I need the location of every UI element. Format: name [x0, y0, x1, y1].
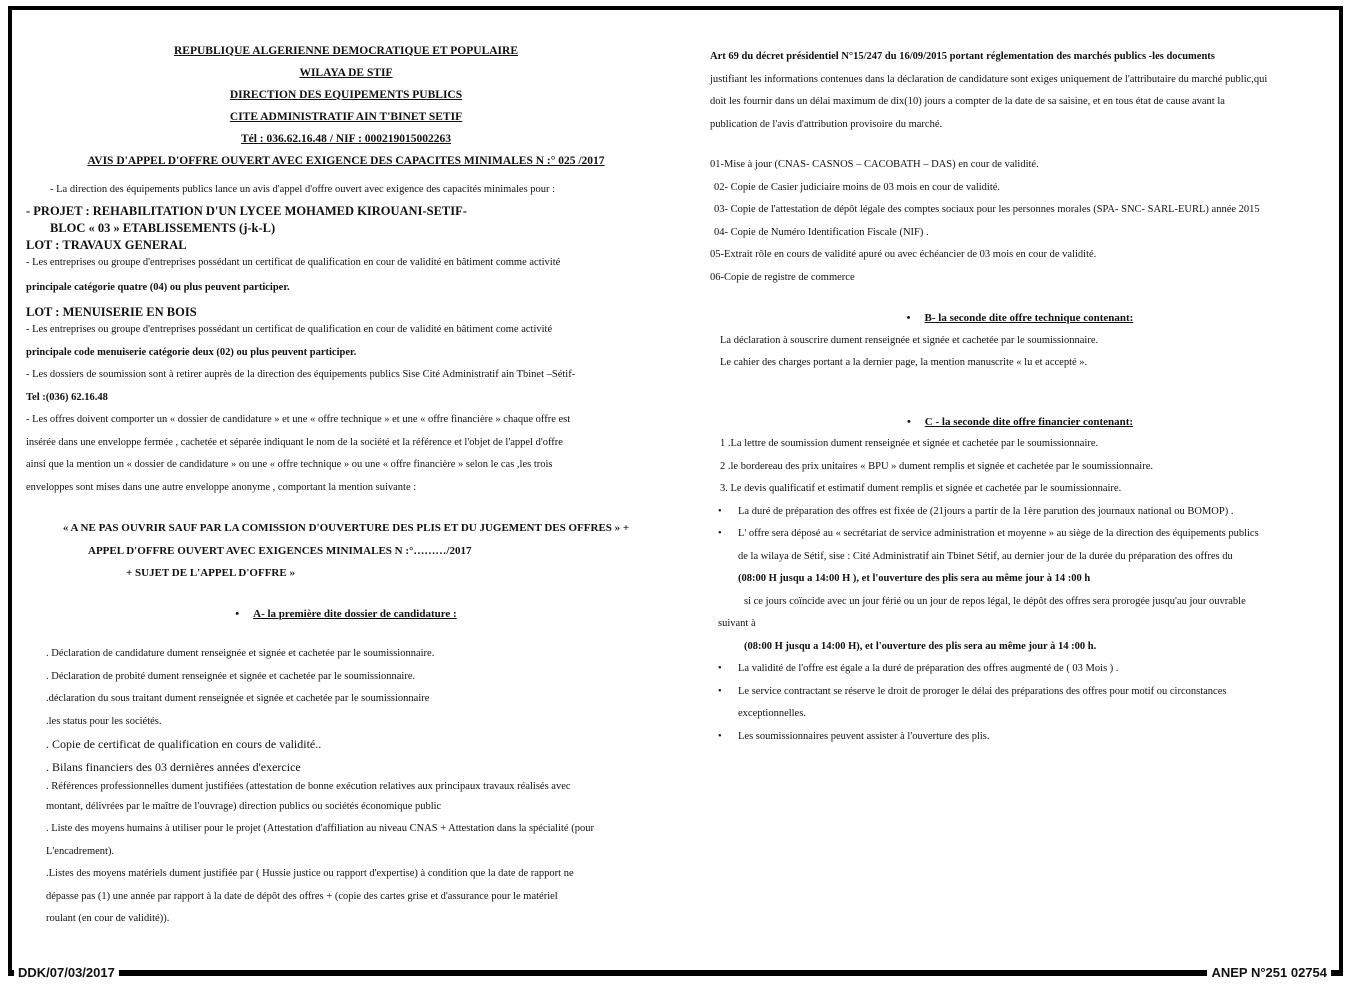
- lot1-title: LOT : TRAVAUX GENERAL: [26, 238, 187, 252]
- projet-line-2: BLOC « 03 » ETABLISSEMENTS (j-k-L): [50, 221, 276, 235]
- lot2-text-2: principale code menuiserie catégorie deux (02) ou plus peuvent participer.: [26, 346, 357, 358]
- e-item-2a: • L' offre sera déposé au « secrétariat de service administration et moyenne » au siège de la direction des équipements publics: [710, 523, 1330, 546]
- e-item-2b: de la wilaya de Sétif, sise : Cité Administratif ain Tbinet Sétif, au dernier jour de la durée du préparation des offres du: [738, 550, 1233, 562]
- art-text-1: [710, 46, 1330, 69]
- e-item-2c: (08:00 H jusqu a 14:00 H ), et l'ouverture des plis sera au même jour à 14 :00 h: [738, 573, 1091, 584]
- a-item-8b: L'encadrement).: [46, 845, 115, 857]
- a-item-9a: .Listes des moyens matériels dument justifiée par ( Hussie justice ou rapport d'expertise) à condition que la date de rapport ne: [46, 868, 574, 879]
- footer-rule: [8, 972, 1343, 976]
- footer-left-ref: DDK/07/03/2017: [14, 964, 119, 982]
- c-item-3: 3. Le devis qualificatif et estimatif dument remplis et signée et cachetée par le soumissionnaire.: [720, 483, 1122, 494]
- c-item-1: 1 .La lettre de soumission dument renseignée et signée et cachetée par le soumissionnaire.: [720, 438, 1099, 449]
- a-item-9b: dépasse pas (1) une année par rapport à la date de dépôt des offres + (copie des cartes grise et d'assurance pour le matériel: [46, 890, 558, 902]
- art-text-2: justifiant les informations contenues dans la déclaration de candidature sont exiges uniquement de l'attributaire du marché public,qui: [710, 73, 1268, 85]
- a-item-4: .les status pour les sociétés.: [46, 715, 162, 727]
- art-text-3: doit les fournir dans un délai maximum de dix(10) jours a compter de la date de sa saisine, et en tous état de cause avant la: [710, 96, 1225, 107]
- retrait-text-1: - Les dossiers de soumission sont à retirer auprès de la direction des équipements publics Sise Cité Administratif ain Tbinet –Sétif-: [26, 369, 576, 380]
- left-column: [26, 40, 666, 931]
- e-item-2e: suivant à: [718, 618, 756, 629]
- a-item-1: . Déclaration de candidature dument renseignée et signée et cachetée par le soumissionnaire.: [46, 648, 435, 659]
- a-item-8a: . Liste des moyens humains à utiliser pour le projet (Attestation d'affiliation au niveau CNAS + Attestation dans la spécialité (pour: [46, 823, 594, 834]
- e-item-4a: • Le service contractant se réserve le droit de proroger le délai des préparations des offres pour motif ou circonstances: [710, 681, 1330, 704]
- doc-item-6: 06-Copie de registre de commerce: [710, 271, 855, 283]
- doc-item-1: 01-Mise à jour (CNAS- CASNOS – CACOBATH – DAS) en cour de validité.: [710, 159, 1039, 170]
- e-item-1: • La duré de préparation des offres est fixée de (21jours a partir de la 1ère parution des journaux national ou BOMOP) .: [710, 501, 1330, 524]
- e-item-2f: (08:00 H jusqu a 14:00 H), et l'ouverture des plis sera au même jour à 14 :00 h.: [744, 640, 1097, 652]
- section-c-title: • C - la seconde dite offre financier contenant:: [710, 411, 1330, 434]
- c-item-2: 2 .le bordereau des prix unitaires « BPU » dument remplis et signée et cachetée par le soumissionnaire.: [720, 460, 1153, 472]
- a-item-7a: . Références professionnelles dument justifiées (attestation de bonne exécution relatives aux principaux travaux réalisés avec: [46, 780, 571, 792]
- a-item-5: . Copie de certificat de qualification en cours de validité..: [46, 737, 322, 751]
- mention-line-1: « A NE PAS OUVRIR SAUF PAR LA COMISSION D'OUVERTURE DES PLIS ET DU JUGEMENT DES OFFRES » +: [62, 522, 630, 534]
- a-item-2: . Déclaration de probité dument renseignée et signée et cachetée par le soumissionnaire.: [46, 670, 416, 682]
- lot2-title: LOT : MENUISERIE EN BOIS: [26, 304, 197, 319]
- offres-text-3: ainsi que la mention un « dossier de candidature » ou une « offre technique » ou une « offre financière » selon le cas ,les trois: [26, 459, 553, 470]
- offres-text-2: insérée dans une enveloppe fermée , cachetée et séparée indiquant le nom de la société et la référence et l'objet de l'appel d'offre: [26, 436, 563, 448]
- doc-item-3: 03- Copie de l'attestation de dépôt légale des comptes sociaux pour les personnes morales (SPA- SNC- SARL-EURL) année 2015: [714, 204, 1260, 215]
- doc-item-2: 02- Copie de Casier judiciaire moins de 03 mois en cour de validité.: [714, 181, 1001, 193]
- header-wilaya: WILAYA DE STIF: [299, 67, 393, 79]
- header-republique: REPUBLIQUE ALGERIENNE DEMOCRATIQUE ET POPULAIRE: [174, 45, 518, 57]
- e-item-5: • Les soumissionnaires peuvent assister à l'ouverture des plis.: [710, 726, 1330, 749]
- b-item-1: La déclaration à souscrire dument renseignée et signée et cachetée par le soumissionnaire.: [720, 334, 1099, 346]
- lot1-text-2: principale catégorie quatre (04) ou plus peuvent participer.: [26, 282, 290, 293]
- mention-line-2: APPEL D'OFFRE OUVERT AVEC EXIGENCES MINIMALES N :°………/2017: [88, 544, 472, 557]
- a-item-9c: roulant (en cour de validité)).: [46, 913, 170, 924]
- offres-text-4: enveloppes sont mises dans une autre enveloppe anonyme , comportant la mention suivante :: [26, 481, 417, 493]
- header-contact: Tél : 036.62.16.48 / NIF : 000219015002263: [240, 133, 452, 145]
- projet-line-1: - PROJET : REHABILITATION D'UN LYCEE MOHAMED KIROUANI-SETIF-: [26, 204, 467, 218]
- avis-title: AVIS D'APPEL D'OFFRE OUVERT AVEC EXIGENCE DES CAPACITES MINIMALES N :° 025 /2017: [87, 155, 605, 167]
- b-item-2: Le cahier des charges portant a la dernier page, la mention manuscrite « lu et accepté ».: [720, 357, 1088, 368]
- section-b-title: • B- la seconde dite offre technique contenant:: [710, 307, 1330, 330]
- e-item-3: • La validité de l'offre est égale a la duré de préparation des offres augmenté de ( 03 Mois ) .: [710, 658, 1330, 681]
- retrait-text-2: Tel :(036) 62.16.48: [26, 391, 108, 403]
- section-a-title: • A- la première dite dossier de candidature :: [26, 603, 666, 626]
- mention-line-3: + SUJET DE L'APPEL D'OFFRE »: [126, 567, 295, 579]
- doc-item-5: 05-Extrait rôle en cours de validité apuré ou avec échéancier de 03 mois en cour de validité.: [710, 249, 1097, 260]
- intro-text: - La direction des équipements publics lance un avis d'appel d'offre ouvert avec exigence des capacités minimales pour :: [50, 183, 556, 195]
- a-item-7b: montant, délivrées par le maître de l'ouvrage) direction publics ou sociétés économique public: [46, 800, 442, 812]
- header-direction: DIRECTION DES EQUIPEMENTS PUBLICS: [229, 89, 463, 101]
- right-column: [710, 46, 1330, 748]
- lot1-text-1: - Les entreprises ou groupe d'entreprises possédant un certificat de qualification en cour de validité en bâtiment comme activité: [26, 257, 561, 268]
- lot2-text-1: - Les entreprises ou groupe d'entreprises possédant un certificat de qualification en cour de validité en bâtiment come activité: [26, 323, 553, 335]
- art-text-1-span: Art 69 du décret présidentiel N°15/247 du 16/09/2015 portant réglementation des marchés publics -les documents: [710, 51, 1215, 62]
- e-item-2d: si ce jours coïncide avec un jour férié ou un jour de repos légal, le dépôt des offres sera prorogée jusqu'au jour ouvrable: [744, 595, 1246, 607]
- header-cite: CITE ADMINISTRATIF AIN T'BINET SETIF: [229, 111, 463, 123]
- footer-right-ref: ANEP N°251 02754: [1207, 964, 1331, 982]
- e-item-4b: exceptionnelles.: [738, 708, 806, 719]
- a-item-6: . Bilans financiers des 03 dernières années d'exercice: [46, 759, 301, 774]
- doc-item-4: 04- Copie de Numéro Identification Fiscale (NIF) .: [714, 226, 929, 238]
- offres-text-1: - Les offres doivent comporter un « dossier de candidature » et une « offre technique » et une « offre financière » chaque offre est: [26, 414, 571, 425]
- a-item-3: .déclaration du sous traitant dument renseignée et signée et cachetée par le soumissionnaire: [46, 693, 430, 704]
- art-text-4: publication de l'avis d'attribution provisoire du marché.: [710, 118, 943, 130]
